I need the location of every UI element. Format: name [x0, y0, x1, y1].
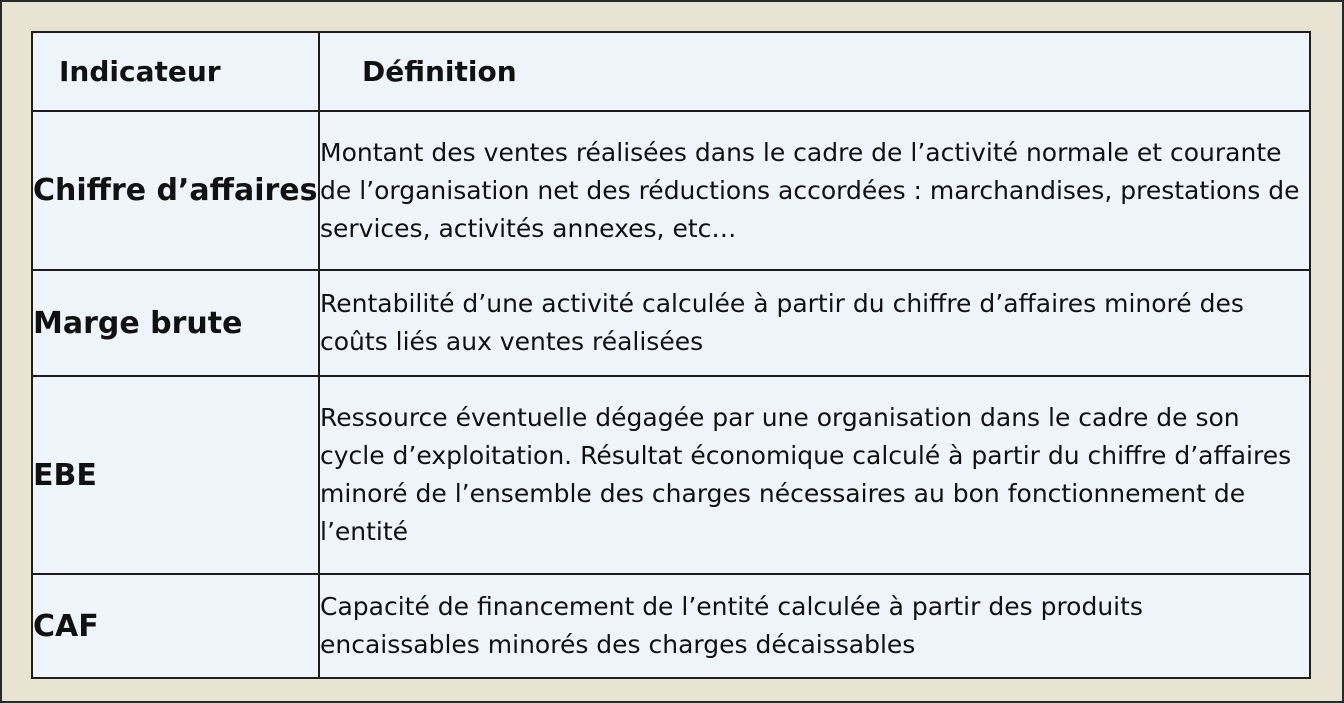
indicator-definition: Capacité de financement de l’entité calculée à partir des produits encaissables minorés des charges décaissables — [319, 574, 1310, 678]
definitions-table — [31, 31, 1311, 679]
table-row — [32, 270, 1310, 376]
indicator-term: CAF — [32, 574, 319, 678]
table-row — [32, 111, 1310, 270]
indicator-definition: Rentabilité d’une activité calculée à partir du chiffre d’affaires minoré des coûts liés aux ventes réalisées — [319, 270, 1310, 376]
header-indicateur: Indicateur — [32, 32, 319, 111]
indicator-definition: Montant des ventes réalisées dans le cadre de l’activité normale et courante de l’organisation net des réductions accordées : marchandises, prestations de services, activités annexes, etc… — [319, 111, 1310, 270]
table-row — [32, 376, 1310, 574]
indicator-term: Chiffre d’affaires — [32, 111, 319, 270]
indicator-definition: Ressource éventuelle dégagée par une organisation dans le cadre de son cycle d’exploitation. Résultat économique calculé à partir du chiffre d’affaires minoré de l’ensemble des charges nécessaires au bon fonctionnement de l’entité — [319, 376, 1310, 574]
header-definition: Définition — [319, 32, 1310, 111]
indicator-term: EBE — [32, 376, 319, 574]
table-header-row — [32, 32, 1310, 111]
indicator-term: Marge brute — [32, 270, 319, 376]
table-row — [32, 574, 1310, 678]
